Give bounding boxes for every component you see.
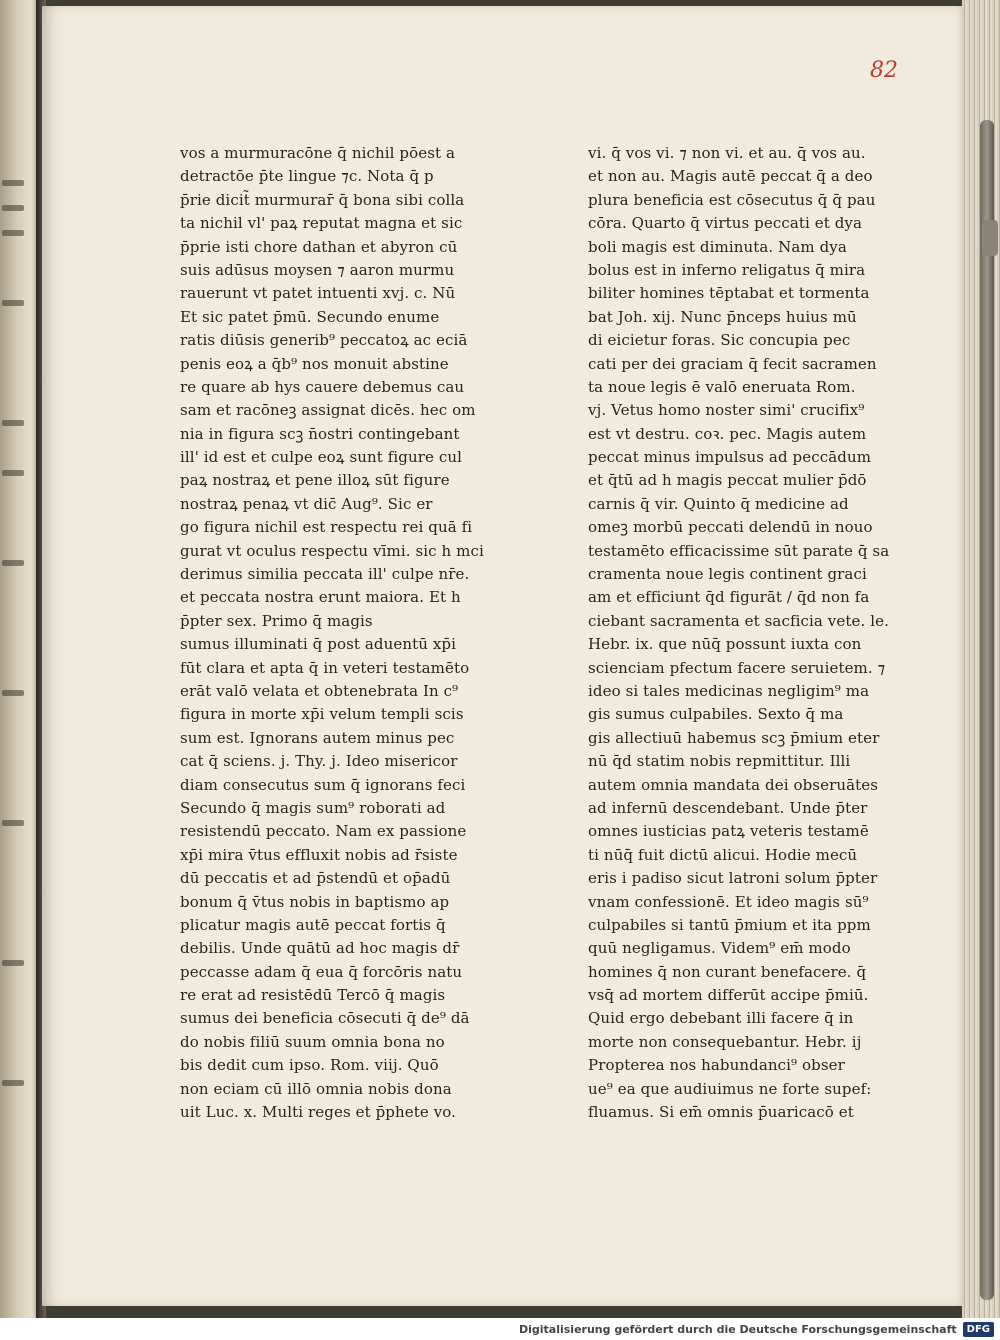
text-line: di eicietur foras. Sic concupia pec [588,331,851,350]
text-line: biliter homines tēptabat et tormenta [588,284,870,303]
text-line: gis sumus culpabiles. Sexto q̄ ma [588,705,844,724]
text-line: homines q̄ non curant benefacere. q̄ [588,962,867,981]
text-line: cramenta noue legis continent graci [588,565,867,584]
text-line: bis dedit cum ipso. Rom. viij. Quō [180,1056,439,1075]
text-line: peccat minus impulsus ad peccādum [588,448,872,467]
text-line: boli magis est diminuta. Nam dya [588,237,847,256]
text-line: Propterea nos habundanci⁹ obser [588,1056,845,1075]
text-line: uit Luc. x. Multi reges et p̄phete vo. [180,1103,457,1122]
folio-number: 82 [870,58,898,83]
text-line: rauerunt vt patet intuenti xvj. c. Nū [180,284,456,303]
text-line: sam et racōneꝫ assignat dicēs. hec om [180,401,476,420]
text-line: go figura nichil est respectu rei quā fi [180,518,473,537]
footer-bar [0,1318,1000,1340]
text-line: culpabiles si tantū p̄mium et ita ppm [588,915,871,934]
text-line: est vt destru. coꝛ. pec. Magis autem [588,424,867,443]
text-line: et non au. Magis autē peccat q̄ a deo [588,167,873,186]
text-line: quū negligamus. Videm⁹ em̄ modo [588,939,851,958]
text-line: p̄prie isti chore dathan et abyron cū [180,237,458,256]
previous-page-edge [0,0,40,1318]
text-line: detractōe p̄te lingue ⁊c. Nota q̄ p [180,167,434,186]
text-line: cat q̄ sciens. j. Thy. j. Ideo misericor [180,752,458,771]
text-line: derimus similia peccata ill' culpe nr̄e. [180,565,470,584]
text-line: omeꝫ morbū peccati delendū in nouo [588,518,873,537]
text-line: ta nichil vl' paꝝ reputat magna et sic [180,214,463,233]
text-line: Et sic patet p̄mū. Secundo enume [180,307,440,326]
text-line: suis adūsus moysen ⁊ aaron murmu [180,260,455,279]
text-line: Quid ergo debebant illi facere q̄ in [588,1009,854,1028]
text-line: ti nūq̄ fuit dictū alicui. Hodie mecū [588,845,858,864]
text-line: vsq̄ ad mortem differūt accipe p̄miū. [588,986,869,1005]
text-line: autem omnia mandata dei obseruātes [588,775,879,794]
text-line: dū peccatis et ad p̄stendū et op̄adū [180,869,451,888]
text-line: Hebr. ix. que nūq̄ possunt iuxta con [588,635,862,654]
text-line: Secundo q̄ magis sum⁹ roborati ad [180,798,446,817]
text-line: vi. q̄ vos vi. ⁊ non vi. et au. q̄ vos au. [588,144,866,162]
text-line: gis allectiuū habemus scꝫ p̄mium eter [588,728,880,747]
text-line: testamēto efficacissime sūt parate q̄ sa [588,541,890,560]
text-line: am et efficiunt q̄d figurāt / q̄d non fa [588,588,870,607]
text-line: xp̄i mira v̄tus effluxit nobis ad r̄siste [180,845,458,864]
text-line: omnes iusticias patꝝ veteris testamē [588,822,869,841]
dfg-logo: DFG [963,1322,994,1337]
right-text-column [588,142,908,1124]
clip-icon [982,220,998,256]
left-text-column [180,142,510,1124]
text-line: do nobis filiū suum omnia bona no [180,1032,445,1051]
text-line: ta noue legis ē valō eneruata Rom. [588,377,856,396]
text-line: figura in morte xp̄i velum templi scis [180,705,464,724]
text-line: plicatur magis autē peccat fortis q̄ [180,915,446,934]
text-line: debilis. Unde quātū ad hoc magis dr̄ [180,939,460,958]
text-line: ratis diūsis generib⁹ peccatoꝝ ac eciā [180,331,468,350]
text-line: bat Joh. xij. Nunc p̄nceps huius mū [588,307,857,326]
text-line: ciebant sacramenta et sacficia vete. le. [588,611,889,630]
text-line: vj. Vetus homo noster simi' crucifix⁹ [588,401,865,420]
text-line: bolus est in inferno religatus q̄ mira [588,260,866,279]
text-line: ue⁹ ea que audiuimus ne forte supef: [588,1079,872,1098]
text-line: diam consecutus sum q̄ ignorans feci [180,775,466,794]
text-line: sum est. Ignorans autem minus pec [180,728,455,747]
text-line: vos a murmuracōne q̄ nichil pōest a [180,144,456,162]
text-line: plura beneficia est cōsecutus q̄ q̄ pau [588,190,876,209]
text-line: et peccata nostra erunt maiora. Et h [180,588,461,607]
text-line: peccasse adam q̄ eua q̄ forcōris natu [180,962,463,981]
text-line: cōra. Quarto q̄ virtus peccati et dya [588,214,863,233]
text-line: scienciam pfectum facere seruietem. ⁊ [588,658,886,677]
text-line: re erat ad resistēdū Tercō q̄ magis [180,986,446,1005]
text-line: cati per dei graciam q̄ fecit sacramen [588,354,877,373]
text-line: bonum q̄ v̄tus nobis in baptismo ap [180,892,450,911]
text-line: carnis q̄ vir. Quinto q̄ medicine ad [588,494,849,513]
text-line: ad infernū descendebant. Unde p̄ter [588,798,868,817]
text-line: vnam confessionē. Et ideo magis sū⁹ [588,892,869,911]
text-line: erāt valō velata et obtenebrata In c⁹ [180,681,459,700]
text-line: ideo si tales medicinas negligim⁹ ma [588,681,870,700]
text-line: nia in figura scꝫ n̄ostri contingebant [180,424,460,443]
text-line: et q̄tū ad h magis peccat mulier p̄dō [588,471,867,490]
text-line: resistendū peccato. Nam ex passione [180,822,467,841]
text-line: non eciam cū illō omnia nobis dona [180,1079,452,1098]
text-line: morte non consequebantur. Hebr. ij [588,1032,862,1051]
text-line: nostraꝝ penaꝝ vt dic̄ Aug⁹. Sic er [180,494,433,513]
text-line: re quare ab hys cauere debemus cau [180,377,465,396]
text-line: gurat vt oculus respectu vīmi. sic h mci [180,541,484,560]
bookmark-ribbon [980,120,994,1300]
text-line: paꝝ nostraꝝ et pene illoꝝ sūt figure [180,471,450,490]
text-line: p̄rie dicit̃ murmurar̄ q̄ bona sibi colla [180,190,465,209]
text-line: fluamus. Si em̄ omnis p̄uaricacō et [588,1103,854,1122]
text-line: penis eoꝝ a q̄b⁹ nos monuit abstine [180,354,449,373]
text-line: fūt clara et apta q̄ in veteri testamēto [180,658,470,677]
text-line: sumus illuminati q̄ post aduentū xp̄i [180,635,457,654]
funding-notice: Digitalisierung gefördert durch die Deutsche Forschungsgemeinschaft [518,1322,957,1336]
text-line: ill' id est et culpe eoꝝ sunt figure cul [180,448,463,467]
text-line: eris i padiso sicut latroni solum p̄pter [588,869,878,888]
text-line: nū q̄d statim nobis repmittitur. Illi [588,752,851,771]
text-line: p̄pter sex. Primo q̄ magis [180,611,373,630]
text-line: sumus dei beneficia cōsecuti q̄ de⁹ dā [180,1009,470,1028]
